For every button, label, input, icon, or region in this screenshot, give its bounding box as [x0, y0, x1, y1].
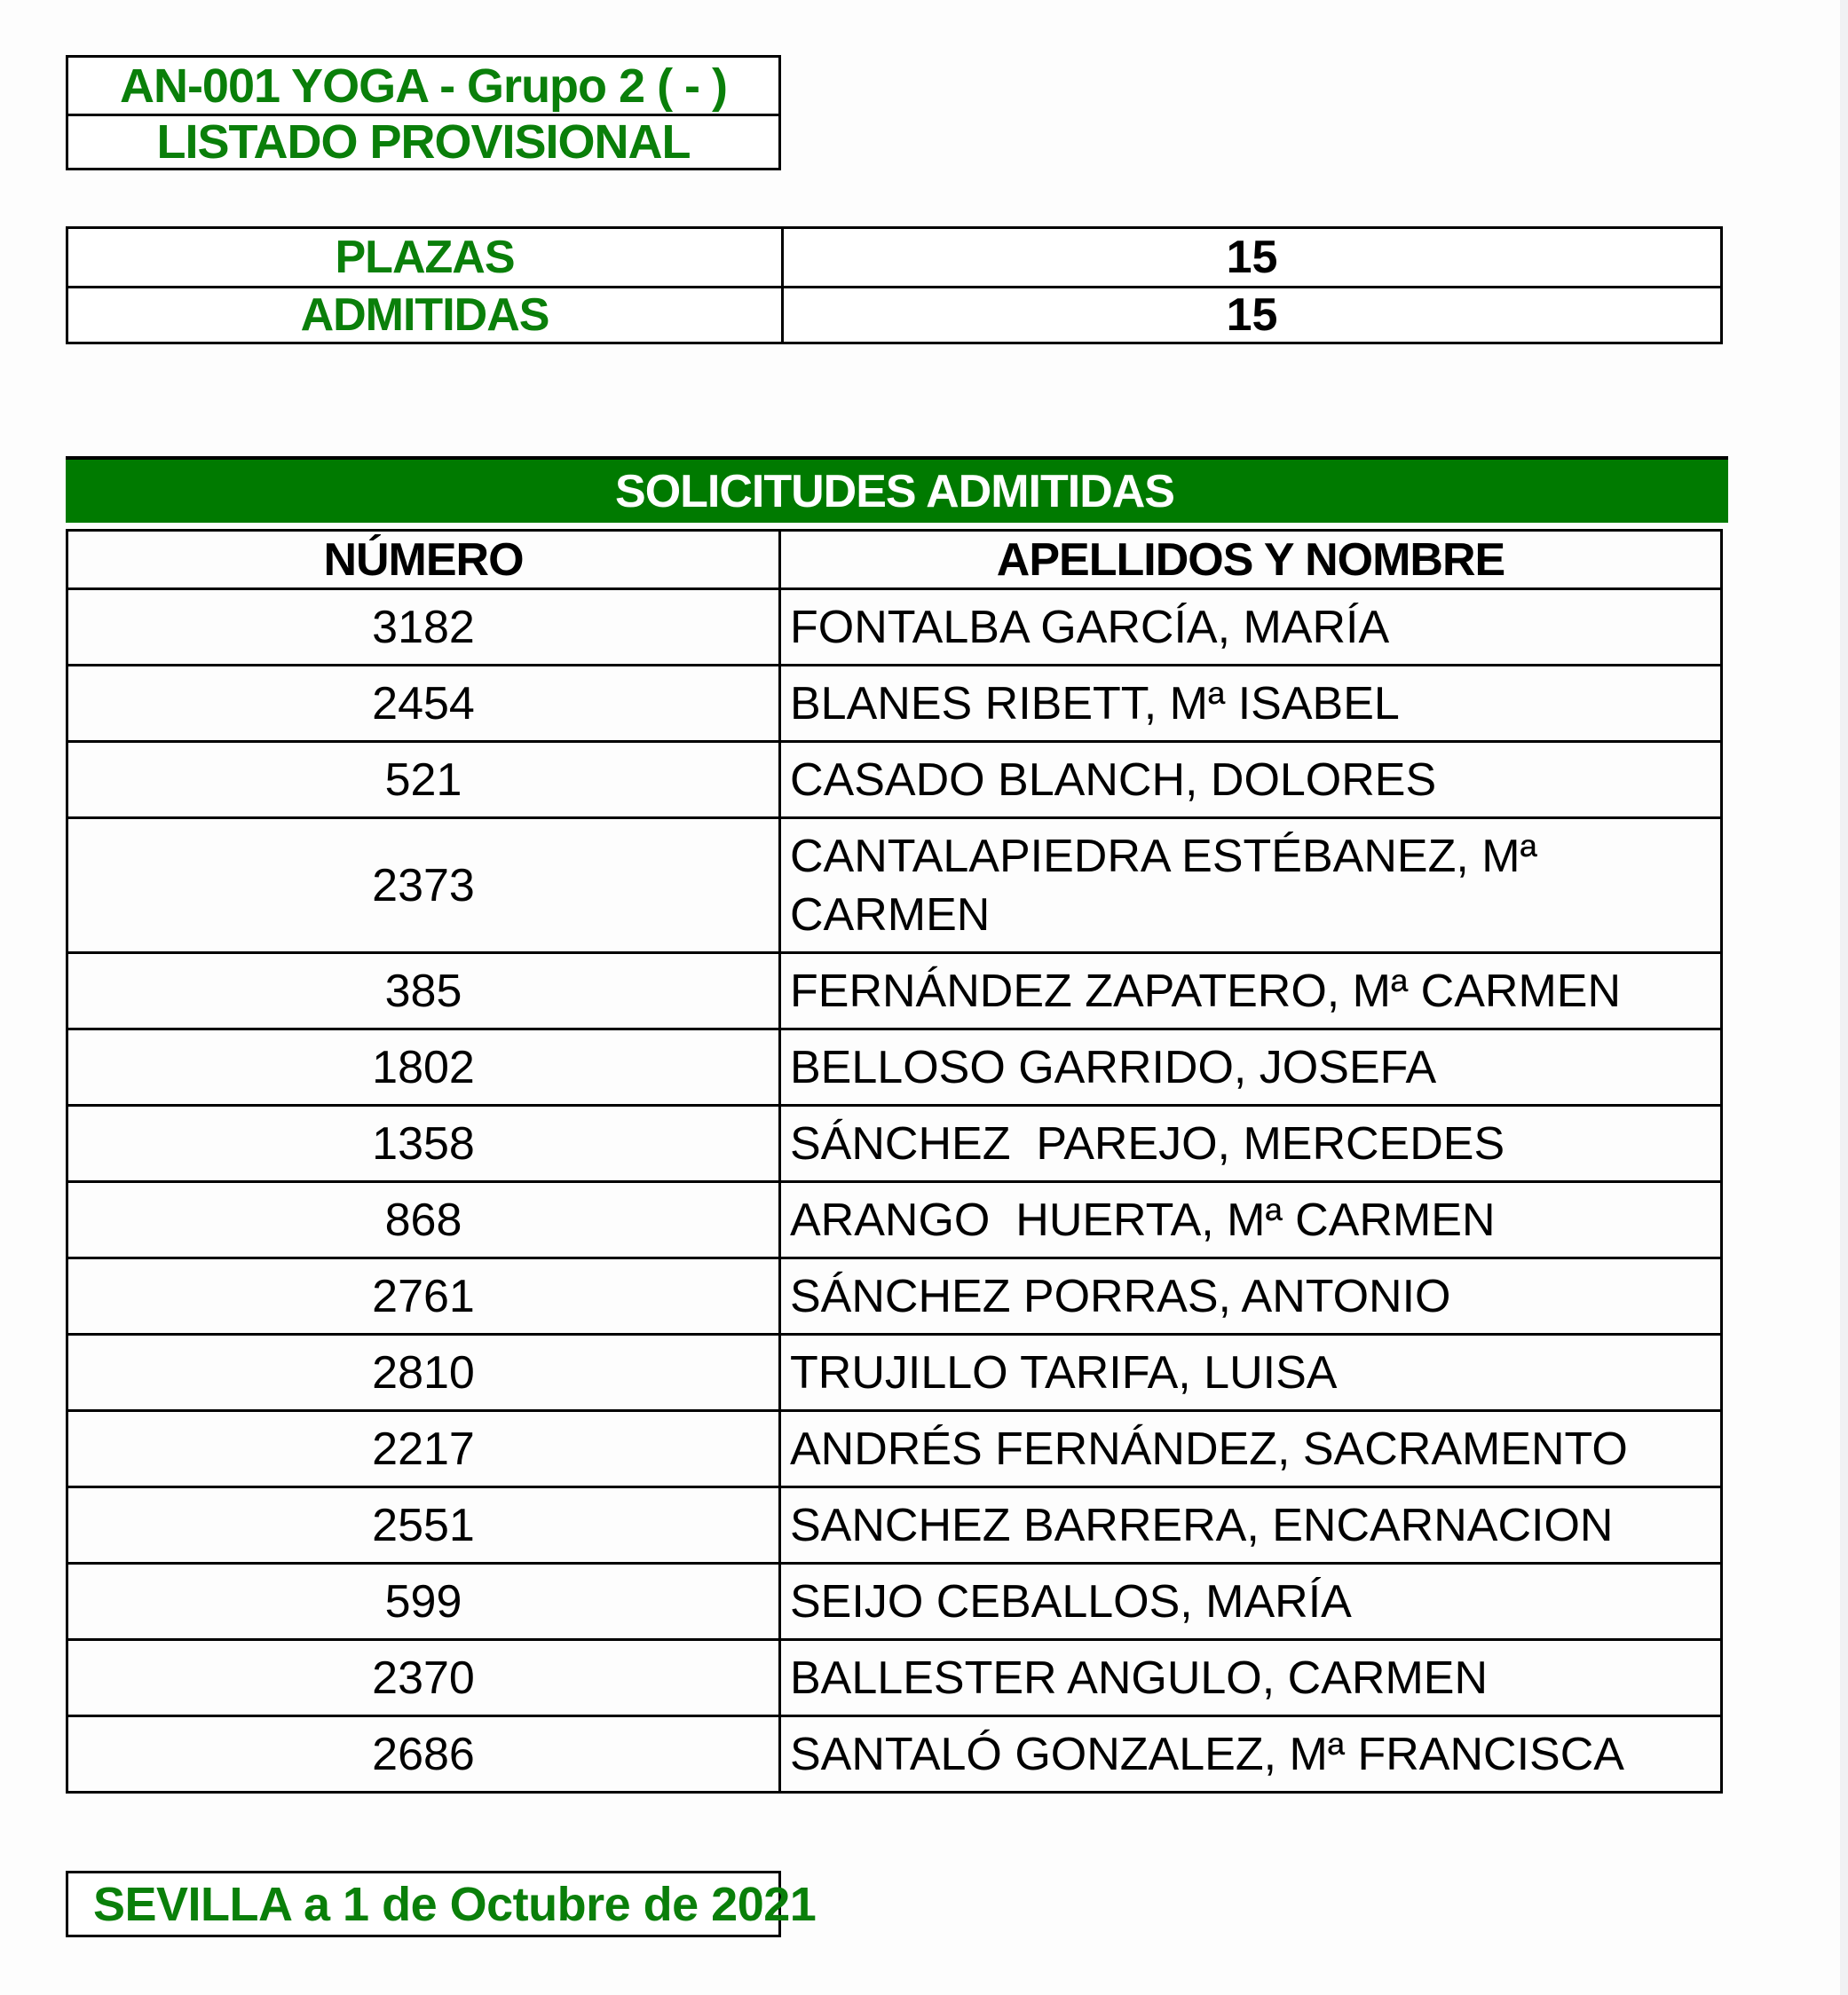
stats-table	[66, 226, 1723, 344]
table-row	[67, 1182, 1722, 1258]
table-row	[67, 1640, 1722, 1716]
solicitud-number: 2810	[67, 1335, 780, 1411]
applicant-name: ANDRÉS FERNÁNDEZ, SACRAMENTO	[780, 1411, 1722, 1487]
plazas-value: 15	[1226, 232, 1278, 283]
applicant-name: SÁNCHEZ PAREJO, MERCEDES	[780, 1106, 1722, 1182]
solicitud-number: 2217	[67, 1411, 780, 1487]
table-row	[67, 1335, 1722, 1411]
admitted-table	[66, 529, 1723, 1794]
solicitud-number: 2686	[67, 1716, 780, 1793]
table-row	[67, 1106, 1722, 1182]
table-row	[67, 1564, 1722, 1640]
applicant-name: SANCHEZ BARRERA, ENCARNACION	[780, 1487, 1722, 1564]
solicitud-number: 599	[67, 1564, 780, 1640]
column-header-nombre: APELLIDOS Y NOMBRE	[780, 531, 1722, 589]
admitidas-value: 15	[1226, 289, 1278, 341]
vertical-scrollbar[interactable]	[1840, 0, 1848, 1995]
table-row	[67, 742, 1722, 818]
applicant-name: FONTALBA GARCÍA, MARÍA	[780, 589, 1722, 666]
applicant-name: ARANGO HUERTA, Mª CARMEN	[780, 1182, 1722, 1258]
table-row	[67, 1029, 1722, 1106]
applicant-name: SÁNCHEZ PORRAS, ANTONIO	[780, 1258, 1722, 1335]
section-header-bar	[66, 456, 1728, 523]
place-date: SEVILLA a 1 de Octubre de 2021	[93, 1878, 817, 1931]
solicitud-number: 2370	[67, 1640, 780, 1716]
table-row	[67, 1411, 1722, 1487]
applicant-name: CASADO BLANCH, DOLORES	[780, 742, 1722, 818]
table-header-row	[67, 531, 1722, 589]
column-header-numero: NÚMERO	[67, 531, 780, 589]
table-row	[67, 666, 1722, 742]
solicitud-number: 521	[67, 742, 780, 818]
solicitud-number: 2551	[67, 1487, 780, 1564]
solicitud-number: 2454	[67, 666, 780, 742]
applicant-name: SANTALÓ GONZALEZ, Mª FRANCISCA	[780, 1716, 1722, 1793]
plazas-label: PLAZAS	[335, 232, 515, 283]
solicitud-number: 385	[67, 953, 780, 1029]
table-row	[67, 1258, 1722, 1335]
date-box	[66, 1871, 817, 1937]
table-row	[67, 953, 1722, 1029]
applicant-name: BLANES RIBETT, Mª ISABEL	[780, 666, 1722, 742]
solicitud-number: 1358	[67, 1106, 780, 1182]
applicant-name: BALLESTER ANGULO, CARMEN	[780, 1640, 1722, 1716]
applicant-name: BELLOSO GARRIDO, JOSEFA	[780, 1029, 1722, 1106]
applicant-name: SEIJO CEBALLOS, MARÍA	[780, 1564, 1722, 1640]
solicitud-number: 1802	[67, 1029, 780, 1106]
solicitud-number: 868	[67, 1182, 780, 1258]
course-title: AN-001 YOGA - Grupo 2 ( - )	[119, 59, 728, 113]
solicitud-number: 2373	[67, 818, 780, 953]
list-status: LISTADO PROVISIONAL	[156, 115, 691, 169]
table-row	[67, 589, 1722, 666]
table-row	[67, 1716, 1722, 1793]
admitidas-label: ADMITIDAS	[300, 289, 549, 341]
applicant-name: CANTALAPIEDRA ESTÉBANEZ, Mª CARMEN	[780, 818, 1722, 953]
table-row	[67, 818, 1722, 953]
title-box	[66, 55, 781, 170]
section-title: SOLICITUDES ADMITIDAS	[615, 465, 1174, 517]
solicitud-number: 3182	[67, 589, 780, 666]
solicitud-number: 2761	[67, 1258, 780, 1335]
applicant-name: FERNÁNDEZ ZAPATERO, Mª CARMEN	[780, 953, 1722, 1029]
table-row	[67, 1487, 1722, 1564]
applicant-name: TRUJILLO TARIFA, LUISA	[780, 1335, 1722, 1411]
